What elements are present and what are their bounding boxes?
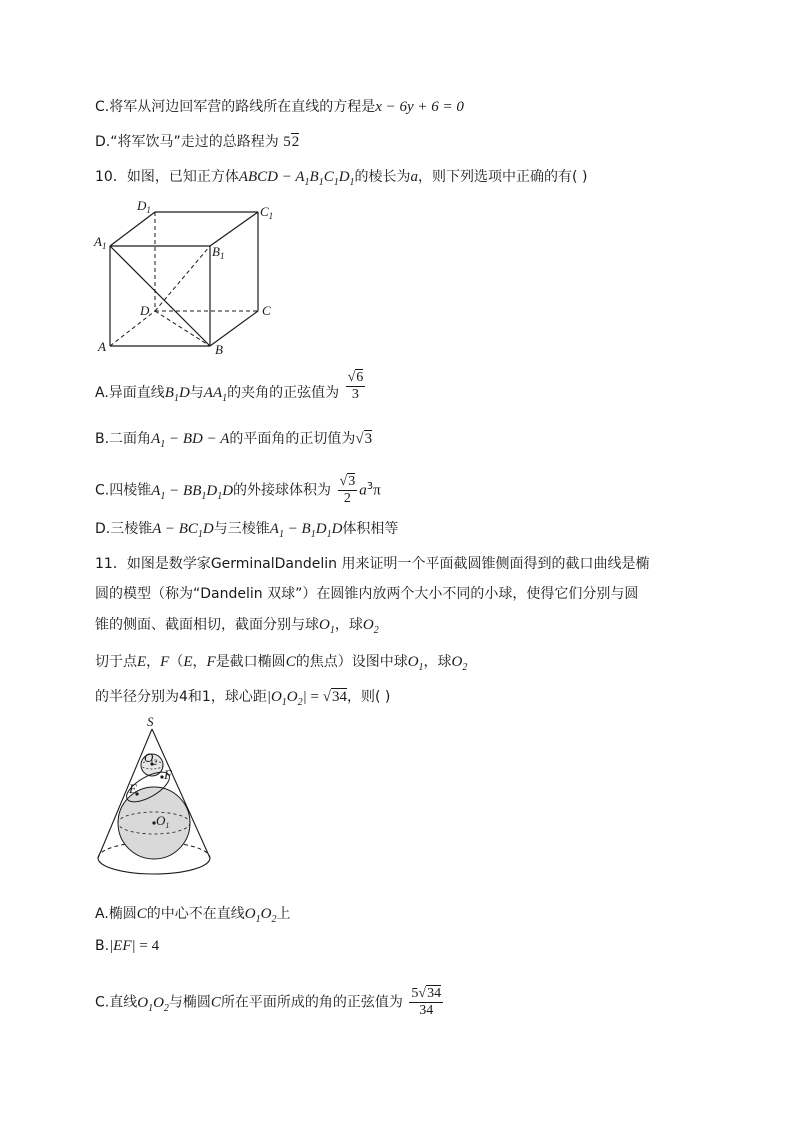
q10-option-d: D.三棱锥$A - BC_1D$与三棱锥$A_1 - B_1D_1D$体积相等: [95, 521, 399, 540]
cone-label-o2: $O_2$: [144, 750, 158, 767]
q9-option-c: C.将军从河边回军营的路线所在直线的方程是x − 6y + 6 = 0: [95, 99, 464, 115]
cube-label-c: C: [262, 303, 271, 318]
q11-stem-3: 锥的侧面、截面相切，截面分别与球$O_1$，球$O_2$: [95, 617, 379, 636]
cube-label-d: D: [140, 303, 150, 318]
q10-stem: 10．如图，已知正方体ABCD − $A_1B_1C_1D_1$的棱长为a，则下列选项中正确的有( ): [95, 169, 588, 188]
cone-figure: [90, 715, 220, 890]
q11-stem-4: 切于点E，F（E，F是截口椭圆C的焦点）设图中球$O_1$，球$O_2$: [95, 654, 468, 673]
cube-label-d1: $D_1$: [137, 198, 151, 215]
q11-stem-1: 11．如图是数学家GerminalDandelin 用来证明一个平面截圆锥侧面得到的截口曲线是椭: [95, 556, 650, 572]
q10-option-c: C.四棱锥$A_1 - BB_1D_1D$的外接球体积为 $\frac{√3}{2}$ $a^3\pi$: [95, 474, 381, 506]
cube-label-c1: $C_1$: [260, 204, 274, 221]
q10-option-b: B.二面角$A_1$ − BD − A的平面角的正切值为√3: [95, 431, 373, 450]
q11-stem-5: 的半径分别为4和1，球心距$|O_1O_2| = √34$，则( ): [95, 689, 391, 708]
cone-label-o1: $O_1$: [156, 813, 170, 830]
cube-label-a: A: [98, 339, 106, 354]
cube-label-b: B: [215, 342, 223, 357]
q11-stem-2: 圆的模型（称为“Dandelin 双球”）在圆锥内放两个大小不同的小球，使得它们分别与圆: [95, 586, 639, 602]
cube-label-a1: $A_1$: [94, 234, 107, 251]
q11-option-c: C.直线$O_1O_2$与椭圆C所在平面所成的角的正弦值为 $\frac{5√34}{34}$: [95, 986, 442, 1018]
line-equation: x − 6y + 6 = 0: [375, 99, 464, 115]
cone-label-e: E: [129, 781, 137, 796]
cone-label-f: F: [164, 767, 172, 782]
q11-option-b: B.|EF| = 4: [95, 938, 160, 954]
cone-label-s: S: [147, 715, 154, 729]
cube-figure: [90, 196, 290, 358]
cube-label-b1: $B_1$: [212, 244, 225, 261]
q10-option-a: A.异面直线$B_1D$与$AA_1$的夹角的正弦值为 $\frac{√6}{3}$: [95, 369, 364, 404]
q11-option-a: A.椭圆C的中心不在直线$O_1O_2$上: [95, 906, 291, 925]
q9-option-d: D.“将军饮马”走过的总路程为 52: [95, 134, 300, 150]
